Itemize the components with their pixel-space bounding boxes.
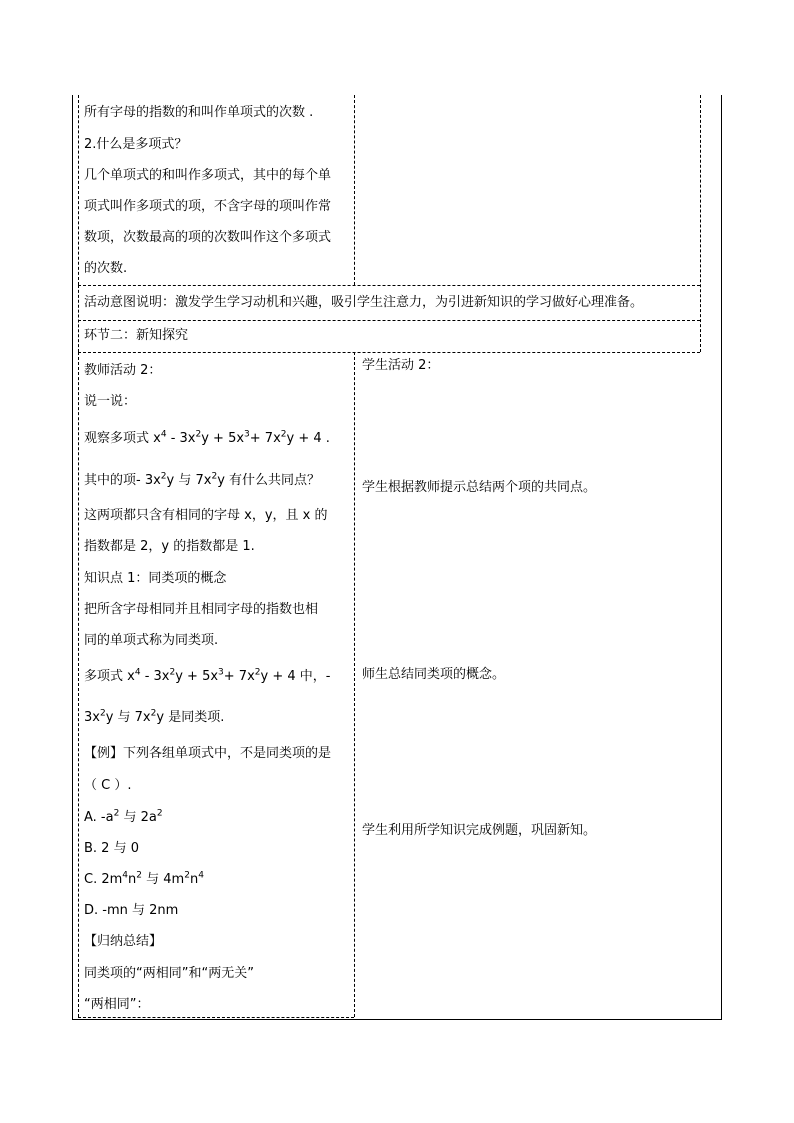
text-line: 说一说： bbox=[84, 394, 137, 409]
student-activity: 学生利用所学知识完成例题，巩固新知。 bbox=[362, 823, 597, 838]
teacher-title: 教师活动 2： bbox=[84, 363, 162, 378]
divider bbox=[78, 352, 700, 353]
summary-title: 【归纳总结】 bbox=[84, 934, 163, 949]
knowledge-point: 知识点 1：同类项的概念 bbox=[84, 571, 227, 586]
intent-row: 活动意图说明：激发学生学习动机和兴趣，吸引学生注意力，为引进新知识的学习做好心理准备。 bbox=[84, 295, 644, 310]
text-line: 项式叫作多项式的项，不含字母的项叫作常 bbox=[84, 199, 332, 214]
text-line: 同类项的“两相同”和“两无关” bbox=[84, 966, 254, 981]
text-line: “两相同”： bbox=[84, 997, 150, 1012]
divider bbox=[78, 320, 700, 321]
text-line: 几个单项式的和叫作多项式，其中的每个单 bbox=[84, 168, 332, 183]
text-line: 同的单项式称为同类项. bbox=[84, 633, 219, 648]
text-line: 所有字母的指数的和叫作单项式的次数 . bbox=[84, 105, 314, 120]
student-activity: 师生总结同类项的概念。 bbox=[362, 667, 506, 682]
divider bbox=[700, 95, 701, 352]
divider bbox=[78, 1017, 354, 1018]
option-c: C. $2m^4n^2$ 与 $4m^2n^4$ bbox=[84, 870, 204, 887]
student-activity: 学生根据教师提示总结两个项的共同点。 bbox=[362, 480, 597, 495]
option-d: D. -mn 与 2nm bbox=[84, 903, 179, 918]
section-title: 环节二：新知探究 bbox=[84, 328, 189, 343]
divider bbox=[78, 95, 79, 285]
formula-line: 观察多项式 $x^4 - 3x^2y + 5x^3+ 7x^2y + 4$ . bbox=[84, 429, 330, 446]
text-line: 2.什么是多项式？ bbox=[84, 137, 188, 152]
option-a: A. $-a^2$ 与 $2a^2$ bbox=[84, 808, 163, 825]
text-line: 把所含字母相同并且相同字母的指数也相 bbox=[84, 602, 319, 617]
text-line: 这两项都只含有相同的字母 x，y，且 x 的 bbox=[84, 508, 328, 523]
divider bbox=[354, 95, 355, 285]
example-answer: （ C ）. bbox=[84, 778, 132, 793]
formula-line: 其中的项- $3x^2y$ 与 $7x^2y$ 有什么共同点？ bbox=[84, 471, 321, 488]
formula-line: 多项式 $x^4 - 3x^2y + 5x^3+ 7x^2y + 4$ 中，- bbox=[84, 667, 331, 684]
option-b: B. 2 与 0 bbox=[84, 841, 139, 856]
formula-line: $3x^2y$ 与 $7x^2y$ 是同类项. bbox=[84, 708, 225, 725]
divider bbox=[78, 285, 700, 286]
text-line: 数项，次数最高的项的次数叫作这个多项式 bbox=[84, 230, 332, 245]
divider bbox=[78, 285, 79, 352]
divider bbox=[354, 352, 355, 1017]
example-title: 【例】下列各组单项式中，不是同类项的是 bbox=[84, 746, 332, 761]
divider bbox=[78, 352, 79, 1017]
text-line: 指数都是 2，y 的指数都是 1. bbox=[84, 539, 255, 554]
student-title: 学生活动 2： bbox=[362, 358, 440, 373]
text-line: 的次数. bbox=[84, 261, 128, 276]
